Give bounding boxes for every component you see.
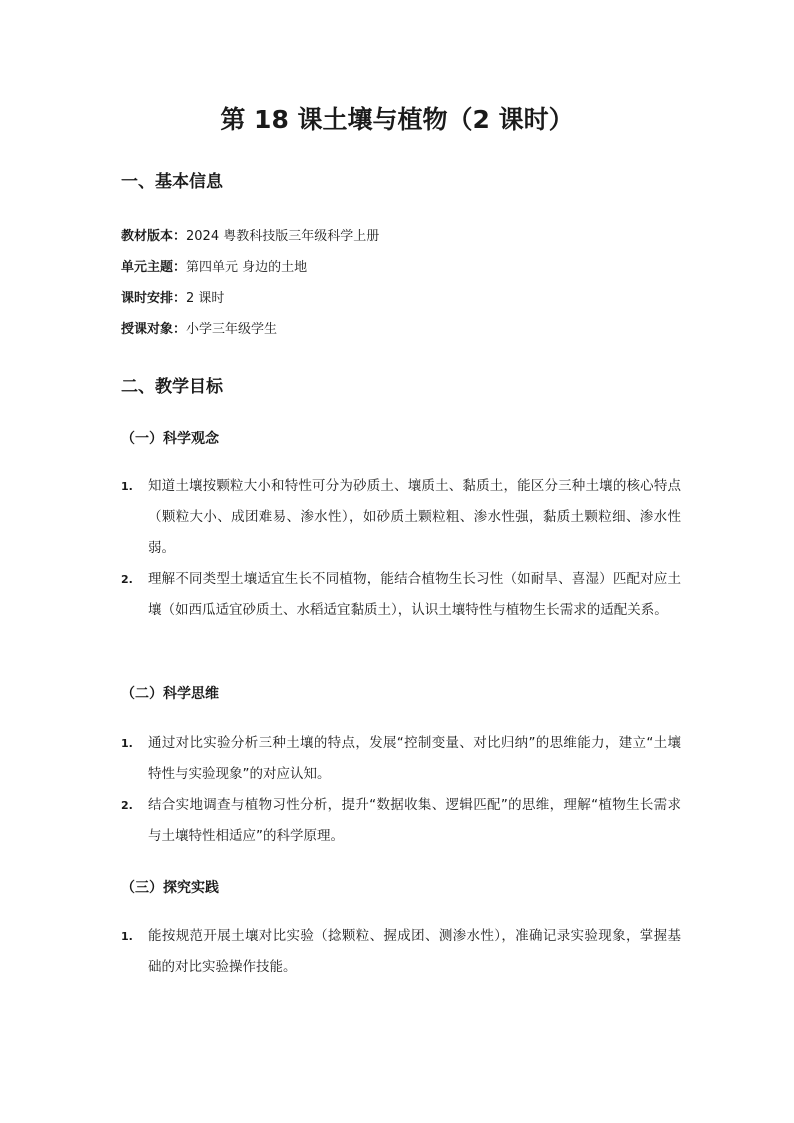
section-heading-objectives: 二、教学目标 xyxy=(121,377,223,397)
info-label: 教材版本： xyxy=(121,229,187,244)
list-item-number: 1. xyxy=(121,480,133,493)
list-item xyxy=(121,471,681,564)
info-value: 2024 粤教科技版三年级科学上册 xyxy=(186,229,380,244)
list-item xyxy=(121,790,681,852)
info-label: 课时安排： xyxy=(121,291,187,306)
list-item-number: 2. xyxy=(121,573,133,586)
list-item-text: 知道土壤按颗粒大小和特性可分为砂质土、壤质土、黏质土，能区分三种土壤的核心特点（颗粒大小、成团难易、渗水性），如砂质土颗粒粗、渗水性强，黏质土颗粒细、渗水性弱。 xyxy=(148,478,681,556)
subsection-heading-practice: （三）探究实践 xyxy=(121,880,219,896)
list-item-text: 通过对比实验分析三种土壤的特点，发展“控制变量、对比归纳”的思维能力，建立“土壤特性与实验现象”的对应认知。 xyxy=(148,735,681,782)
list-item xyxy=(121,921,681,983)
list-item-number: 1. xyxy=(121,737,133,750)
document-title: 第 18 课土壤与植物（2 课时） xyxy=(220,105,574,134)
list-item-text: 结合实地调查与植物习性分析，提升“数据收集、逻辑匹配”的思维，理解“植物生长需求与土壤特性相适应”的科学原理。 xyxy=(148,797,681,844)
list-item xyxy=(121,728,681,790)
info-row-schedule xyxy=(121,287,224,306)
list-item-number: 2. xyxy=(121,799,133,812)
list-item-text: 能按规范开展土壤对比实验（捻颗粒、握成团、测渗水性），准确记录实验现象，掌握基础的对比实验操作技能。 xyxy=(148,928,681,975)
info-row-unit xyxy=(121,256,307,275)
subsection-heading-thinking: （二）科学思维 xyxy=(121,686,219,702)
list-item-number: 1. xyxy=(121,930,133,943)
info-value: 第四单元 身边的土地 xyxy=(186,260,308,275)
info-row-audience xyxy=(121,318,277,337)
list-item-text: 理解不同类型土壤适宜生长不同植物，能结合植物生长习性（如耐旱、喜湿）匹配对应土壤（如西瓜适宜砂质土、水稻适宜黏质土），认识土壤特性与植物生长需求的适配关系。 xyxy=(148,571,681,618)
info-row-textbook xyxy=(121,225,379,244)
section-heading-basic-info: 一、基本信息 xyxy=(121,172,223,192)
info-label: 授课对象： xyxy=(121,322,187,337)
info-value: 小学三年级学生 xyxy=(186,322,278,337)
info-label: 单元主题： xyxy=(121,260,187,275)
list-item xyxy=(121,564,681,626)
subsection-heading-concepts: （一）科学观念 xyxy=(121,431,219,447)
info-value: 2 课时 xyxy=(186,291,225,306)
